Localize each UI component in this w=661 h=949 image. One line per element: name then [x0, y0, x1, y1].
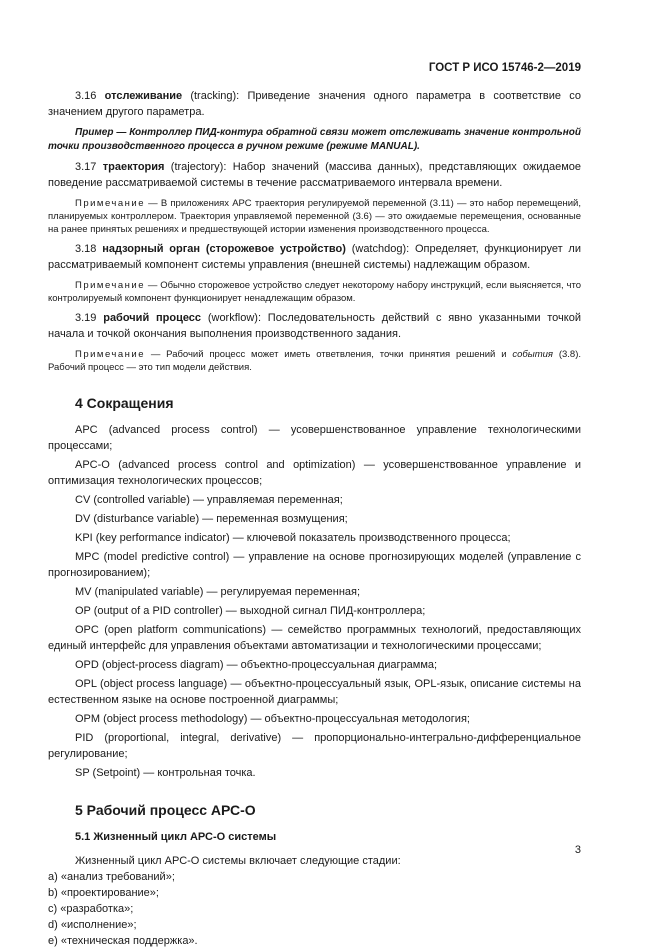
abbreviation-item: MPC (model predictive control) — управление на основе прогнозирующих моделей (управление с прогнозированием); — [48, 551, 581, 579]
term-3-18: 3.18 надзорный орган (сторожевое устройство) (watchdog): Определяет, функционирует ли рассматриваемый компонент системы управления (внешней системы) надлежащим образом. — [48, 243, 581, 271]
term-name: отслеживание — [104, 90, 183, 102]
note-label: Примечание — [75, 280, 145, 291]
list-item: c) «разработка»; — [48, 903, 134, 915]
note-label: Примечание — [75, 349, 145, 360]
term-definition: (watchdog): Определяет, функционирует ли рассматриваемый компонент системы управления (внешней системы) надлежащим образом. — [48, 243, 581, 271]
term-definition: (workflow): Последовательность действий с явно указанными точкой начала и точкой окончания выполнения производственного задания. — [48, 312, 581, 340]
abbreviation-item: OPL (object process language) — объектно-процессуальный язык, OPL-язык, описание системы на естественном языке на основе построенной диаграммы; — [48, 678, 581, 706]
note-label: Примечание — [75, 198, 145, 209]
term-3-17: 3.17 траектория (trajectory): Набор значений (массива данных), представляющих ожидаемое поведение рассматриваемой системы в течение рассматриваемого интервала времени. — [48, 161, 581, 189]
abbreviation-item: PID (proportional, integral, derivative) — пропорционально-интегрально-дифференциальное регулирование; — [48, 732, 581, 760]
abbreviation-item: CV (controlled variable) — управляемая переменная; — [75, 494, 343, 506]
note-3-18: Примечание — Обычно сторожевое устройство следует некоторому набору инструкций, если выясняется, что контролируемый компонент функционирует ненадлежащим образом. — [48, 280, 581, 304]
abbreviation-item: OPD (object-process diagram) — объектно-процессуальная диаграмма; — [75, 659, 438, 671]
section-5-heading: 5 Рабочий процесс АРС-О — [75, 802, 256, 818]
term-name: траектория — [102, 161, 165, 173]
page-content — [48, 88, 581, 949]
abbreviation-item: OP (output of a PID controller) — выходной сигнал ПИД-контроллера; — [75, 605, 426, 617]
lifecycle-intro: Жизненный цикл АРС-О системы включает следующие стадии: — [75, 855, 401, 867]
list-item: b) «проектирование»; — [48, 887, 159, 899]
abbreviation-item: KPI (key performance indicator) — ключевой показатель производственного процесса; — [75, 532, 511, 544]
term-definition: (trajectory): Набор значений (массива данных), представляющих ожидаемое поведение рассматриваемой системы в течение рассматриваемого интервала времени. — [48, 161, 581, 189]
abbreviation-item: DV (disturbance variable) — переменная возмущения; — [75, 513, 348, 525]
abbreviation-item: OPC (open platform communications) — семейство программных технологий, предоставляющих единый интерфейс для управления объектами автоматизации и технологическими процессами; — [48, 624, 581, 652]
abbreviation-item: OPM (object process methodology) — объектно-процессуальная методология; — [75, 713, 470, 725]
term-name: надзорный орган (сторожевое устройство) — [102, 243, 346, 255]
abbreviation-item: MV (manipulated variable) — регулируемая переменная; — [75, 586, 361, 598]
list-item: d) «исполнение»; — [48, 919, 137, 931]
lifecycle-stages-list — [48, 869, 581, 949]
abbreviation-item: APC-O (advanced process control and optimization) — усовершенствованное управление и оптимизация технологических процессов; — [48, 459, 581, 487]
page-number: 3 — [574, 844, 581, 856]
section-4-heading: 4 Сокращения — [75, 395, 174, 411]
abbreviation-item: APC (advanced process control) — усовершенствованное управление технологическими процессами; — [48, 424, 581, 452]
example-note: Пример — Контроллер ПИД-контура обратной связи может отслеживать значение контрольной точки производственного процесса в ручном режиме (режиме MANUAL). — [48, 127, 581, 152]
subsection-5-1-heading: 5.1 Жизненный цикл АРС-О системы — [75, 831, 277, 843]
note-3-17: Примечание — В приложениях АРС траектория регулируемой переменной (3.11) — это набор перемещений, планируемых контроллером. Траектория управляемой переменной (3.6) — это ожидаемые перемещения, основанные на ранее принятых решениях и предшествующей истории изменения производственного процесса. — [48, 198, 581, 235]
term-3-16: 3.16 отслеживание (tracking): Приведение значения одного параметра в соответствие со значением другого параметра. — [48, 90, 581, 118]
abbreviations-list — [48, 422, 581, 781]
document-header: ГОСТ Р ИСО 15746-2—2019 — [428, 62, 581, 74]
list-item: e) «техническая поддержка». — [48, 935, 198, 947]
abbreviation-item: SP (Setpoint) — контрольная точка. — [75, 767, 256, 779]
term-3-19: 3.19 рабочий процесс (workflow): Последовательность действий с явно указанными точкой начала и точкой окончания выполнения производственного задания. — [48, 312, 581, 340]
list-item: a) «анализ требований»; — [48, 871, 175, 883]
term-definition: (tracking): Приведение значения одного параметра в соответствие со значением другого параметра. — [48, 90, 581, 118]
term-name: рабочий процесс — [103, 312, 202, 324]
note-3-19: Примечание — Рабочий процесс может иметь ответвления, точки принятия решений и события (3.8). Рабочий процесс — это тип модели действия. — [48, 349, 581, 373]
